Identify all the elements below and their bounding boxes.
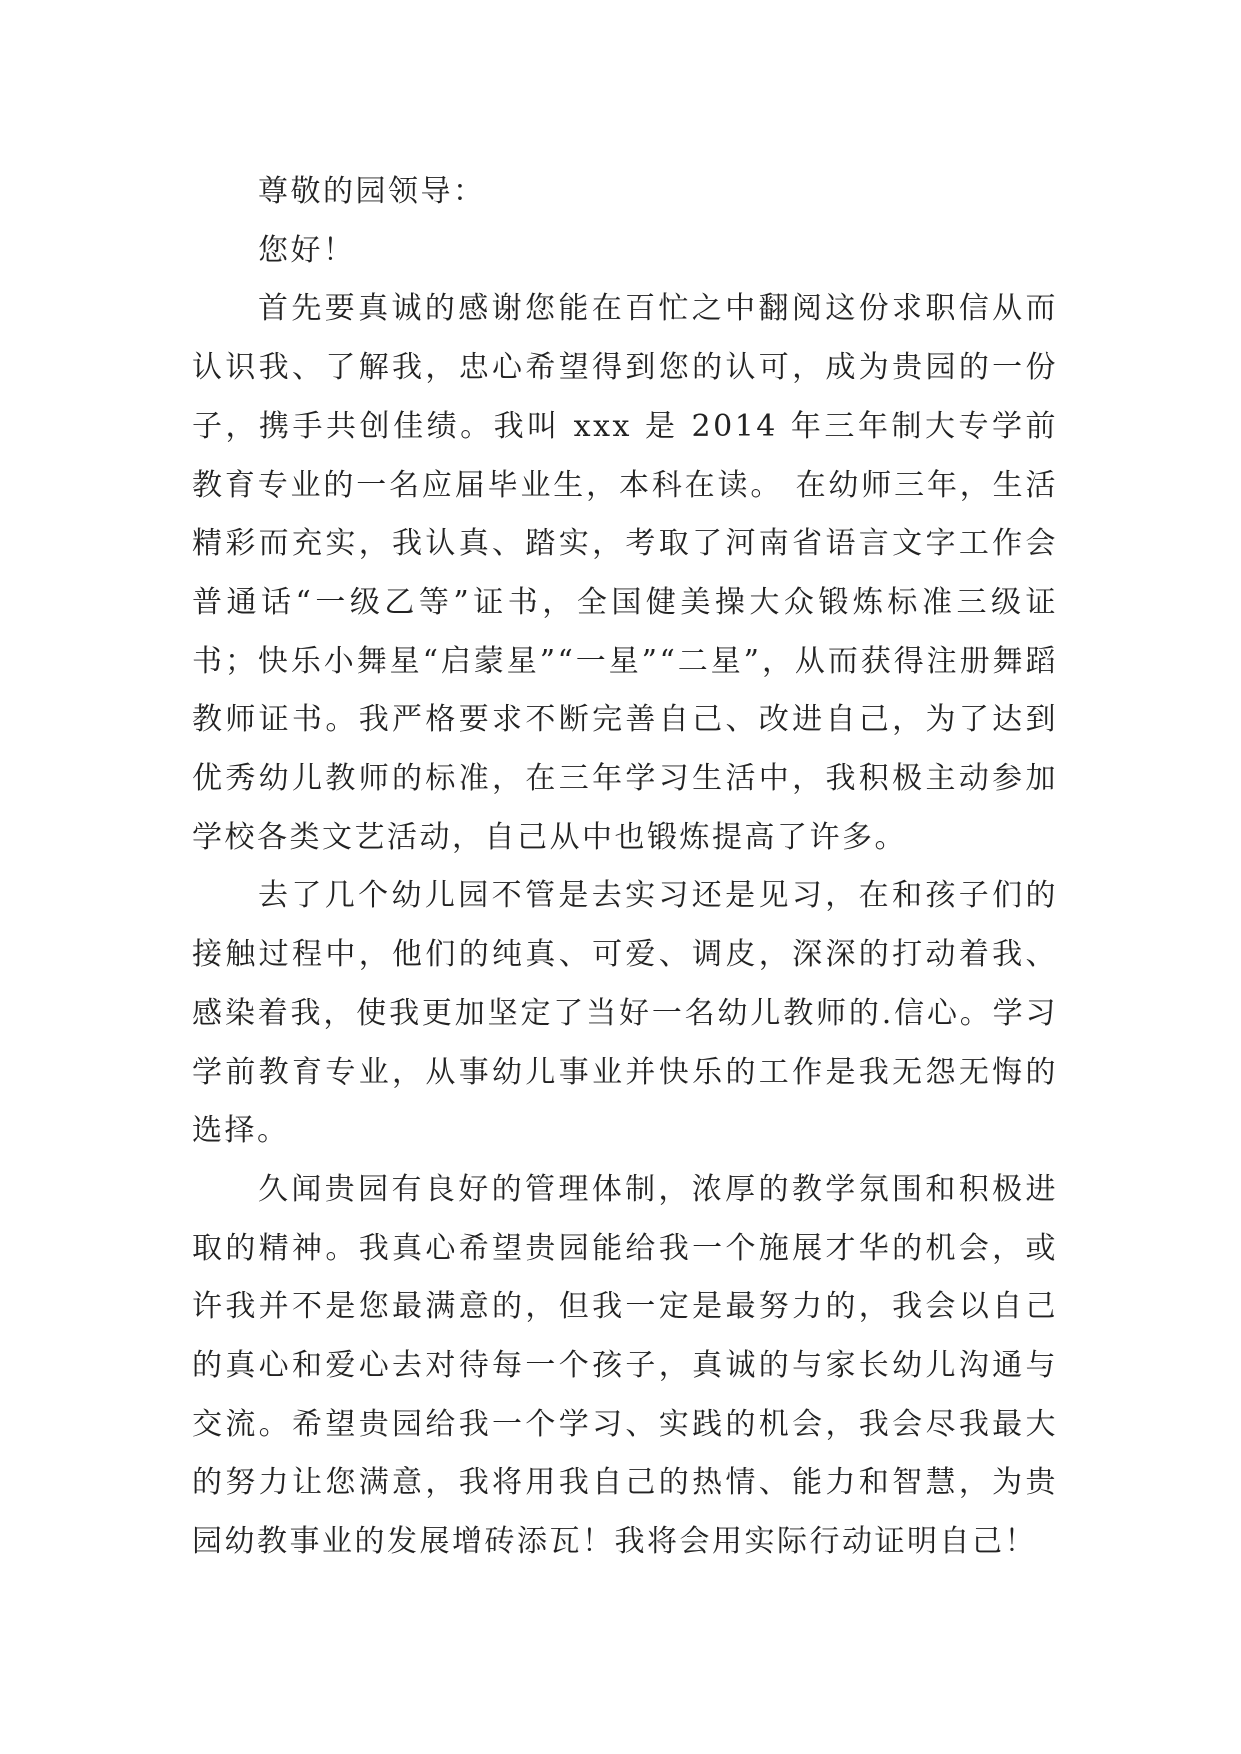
letter-paragraph-closing: 久闻贵园有良好的管理体制，浓厚的教学氛围和积极进取的精神。我真心希望贵园能给我一个施展才华的机会，或许我并不是您最满意的，但我一定是最努力的，我会以自己的真心和爱心去对待每一个孩子，真诚的与家长幼儿沟通与交流。希望贵园给我一个学习、实践的机会，我会尽我最大的努力让您满意，我将用我自己的热情、能力和智慧，为贵园幼教事业的发展增砖添瓦！我将会用实际行动证明自己！ [192, 1171, 1058, 1560]
letter-paragraph-intro: 首先要真诚的感谢您能在百忙之中翻阅这份求职信从而认识我、了解我，忠心希望得到您的认可，成为贵园的一份子，携手共创佳绩。我叫 xxx 是 2014 年三年制大专学前教育专业的一名应届毕业生，本科在读。 在幼师三年，生活精彩而充实，我认真、踏实，考取了河南省语言文字工作会普通话“一级乙等”证书，全国健美操大众锻炼标准三级证书；快乐小舞星“启蒙星”“一星”“二星”，从而获得注册舞蹈教师证书。我严格要求不断完善自己、改进自己，为了达到优秀幼儿教师的标准，在三年学习生活中，我积极主动参加学校各类文艺活动，自己从中也锻炼提高了许多。 [192, 291, 1058, 855]
letter-greeting: 您好！ [258, 232, 356, 268]
letter-salutation: 尊敬的园领导： [258, 174, 486, 209]
letter-paragraph-experience: 去了几个幼儿园不管是去实习还是见习，在和孩子们的接触过程中，他们的纯真、可爱、调皮，深深的打动着我、感染着我，使我更加坚定了当好一名幼儿教师的.信心。学习学前教育专业，从事幼儿事业并快乐的工作是我无怨无悔的选择。 [192, 878, 1058, 1149]
cover-letter-body [192, 163, 1058, 1572]
